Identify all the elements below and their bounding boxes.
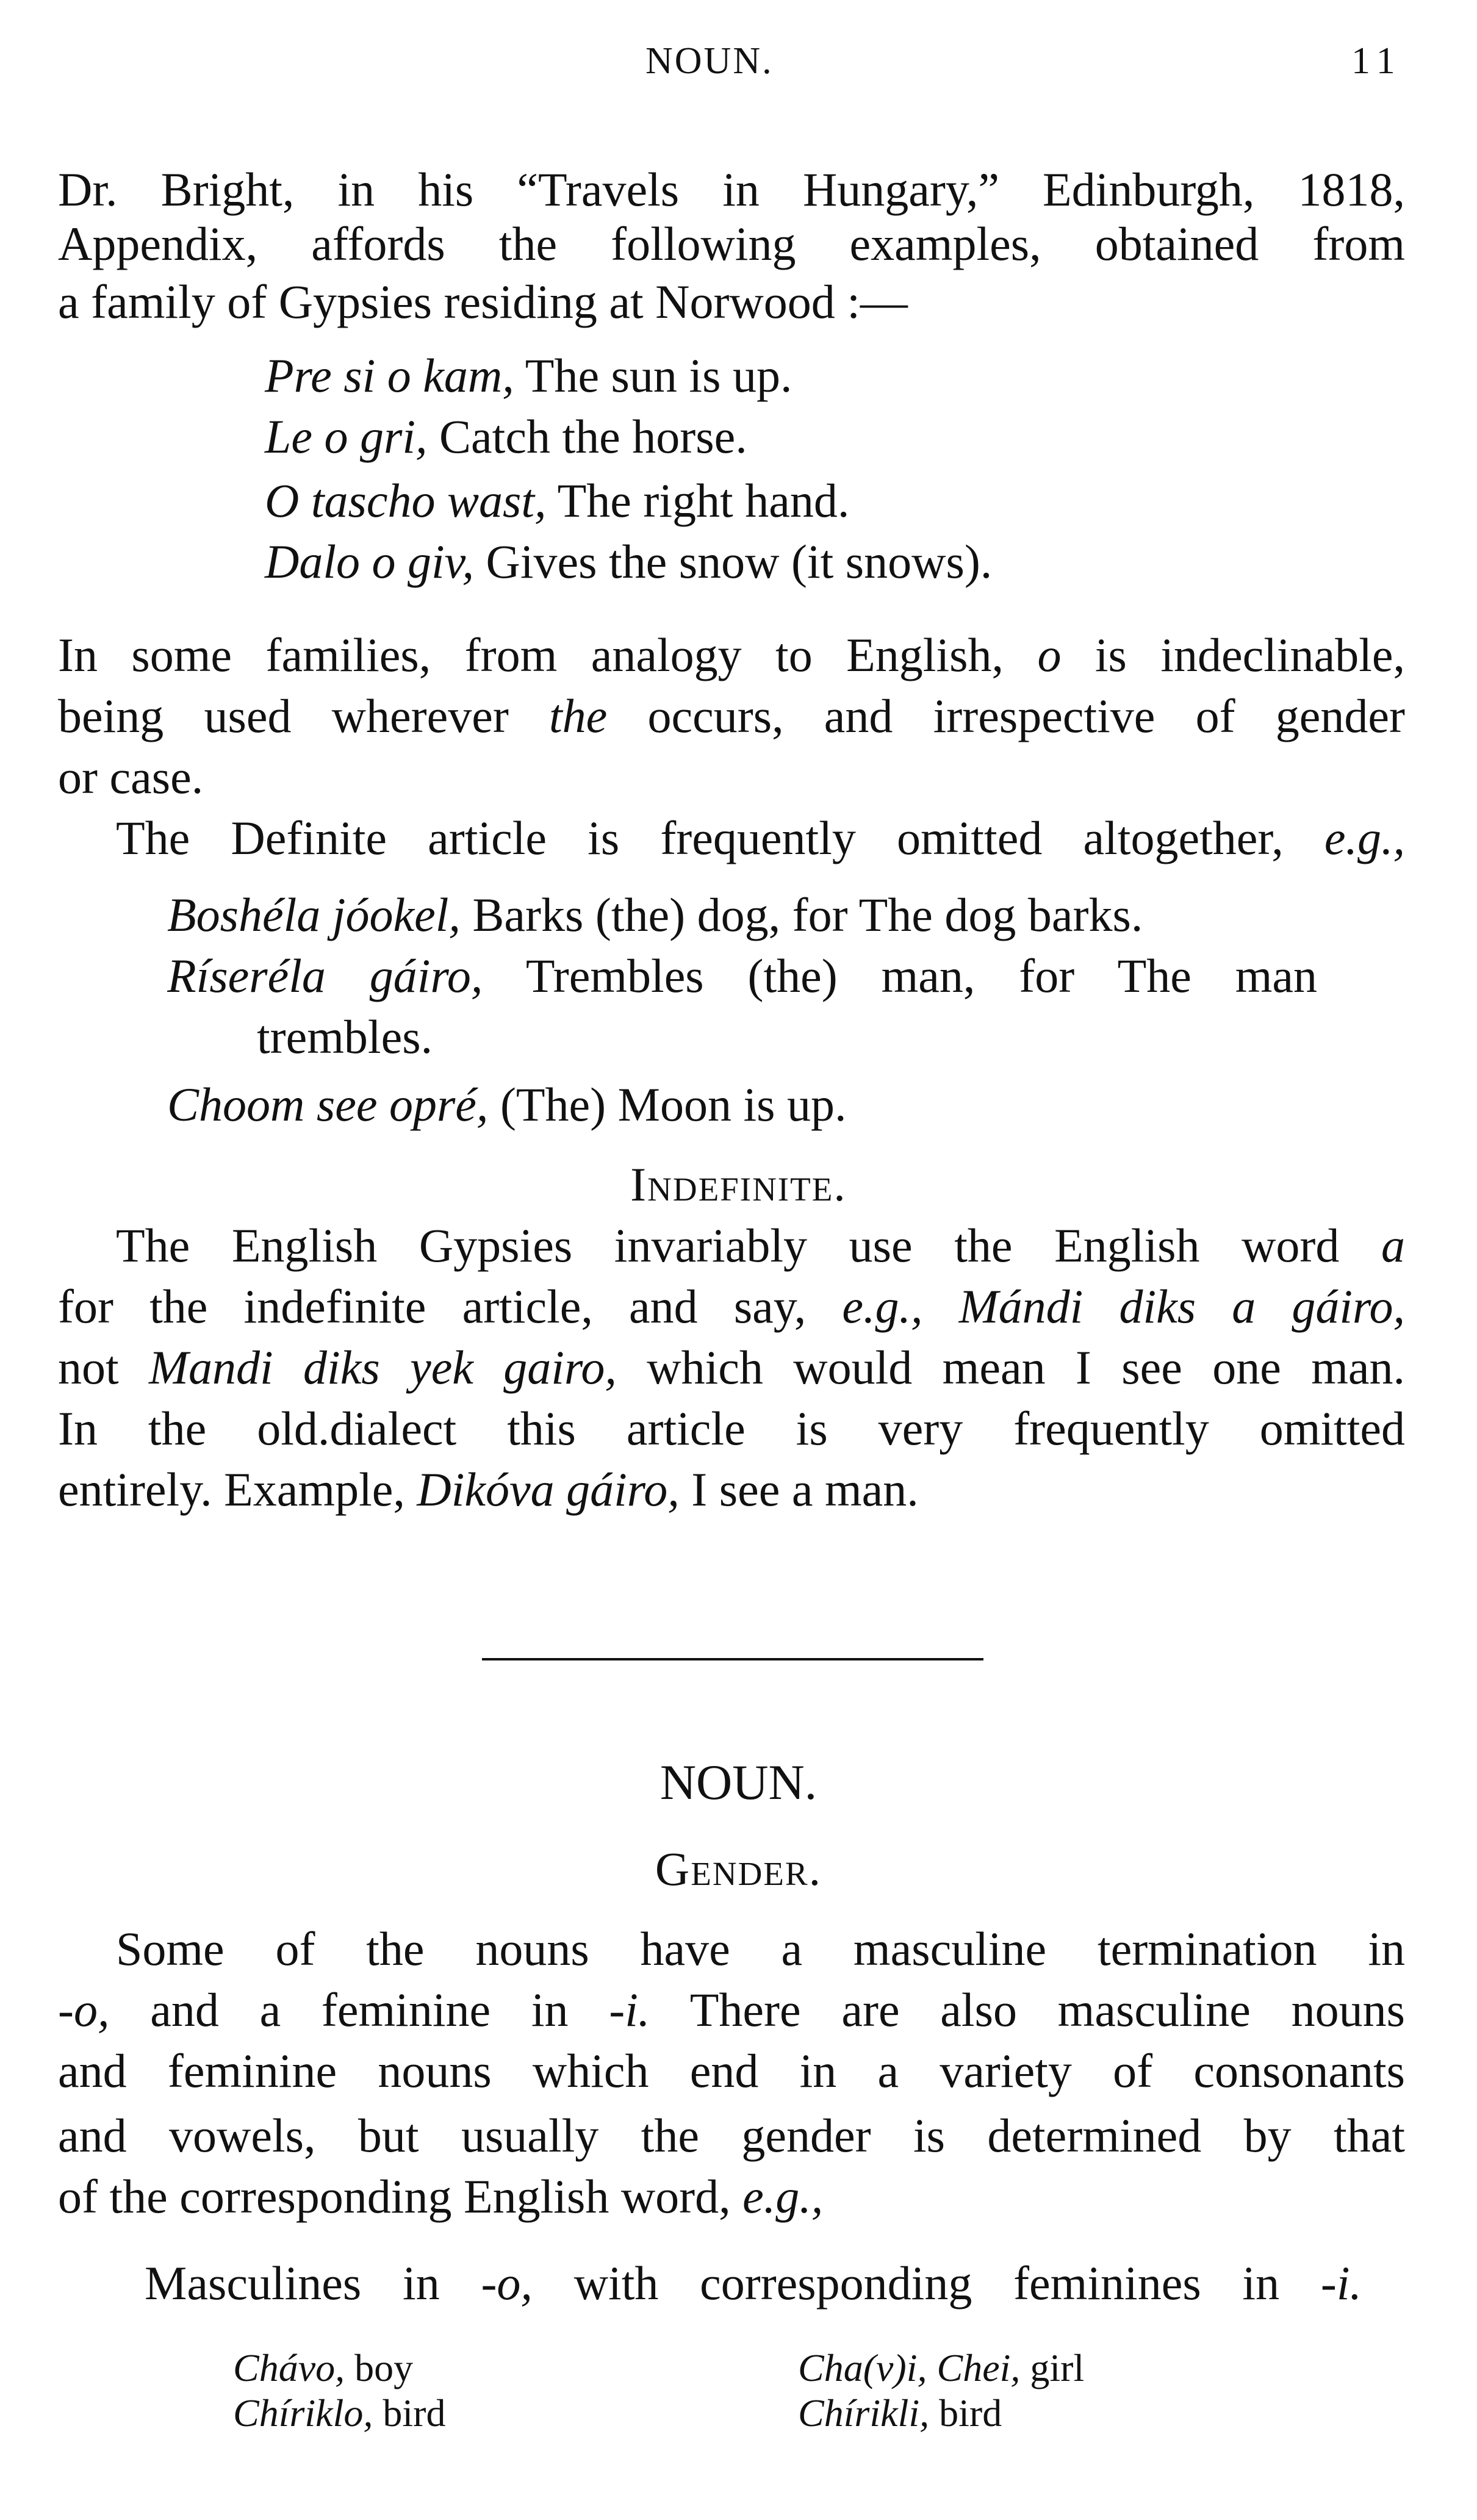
text-run: Gives the snow (it snows). [474,535,993,588]
paragraph-line [58,159,1405,220]
word-pair-masculine [233,2389,445,2438]
paragraph-line [58,1459,919,1520]
paragraph-line [116,1919,1405,1980]
text-run: (The) Moon is up. [488,1078,847,1131]
italic-term: o [1037,628,1062,681]
paragraph-line [58,1276,1405,1337]
text-run: bird [929,2391,1002,2435]
word-pair-feminine [798,2389,1002,2438]
italic-term: O tascho wast, [265,474,547,527]
italic-term: Cha(v)i, Chei, [798,2346,1021,2389]
text-run: Appendix, affords the following examples, obtained from [58,217,1405,270]
italic-term: Choom see opré, [167,1078,489,1131]
text-run: not [58,1341,149,1394]
text-run: Indefinite. [630,1158,847,1211]
italic-term: Chíriklo, [233,2391,373,2435]
text-run: girl [1020,2346,1085,2389]
word-pair-masculine [233,2344,413,2393]
text-run: and vowels, but usually the gender is determined by that [58,2109,1405,2162]
text-run: which would mean I see one man. [616,1341,1405,1394]
text-run: The Definite article is frequently omitted altogether, [116,811,1324,864]
paragraph-line [58,1398,1405,1459]
text-run: Catch the horse. [427,410,747,463]
italic-term: e.g., [1324,811,1405,864]
text-run: is indeclinable, [1061,628,1405,681]
text-run: occurs, and irrespective of gender [607,689,1405,742]
page-number: 11 [1351,40,1403,82]
text-run: NOUN. [659,1754,818,1810]
example-line [167,1074,847,1135]
text-run: being used wherever [58,689,550,742]
italic-term: Chírikli, [798,2391,930,2435]
italic-term: e.g., Mándi diks a gáiro, [842,1280,1405,1333]
chapter-heading-noun [0,1752,1477,1813]
italic-term: Le o gri, [265,410,428,463]
italic-term: Ríseréla gáiro, [167,949,483,1002]
text-run: Some of the nouns have a masculine termination in [116,1922,1405,1975]
italic-term: Boshéla jóokel, [167,888,461,941]
paragraph-line [58,747,203,808]
italic-term: Mandi diks yek gairo, [149,1341,617,1394]
example-line [257,1007,433,1068]
italic-term: e.g., [742,2170,824,2223]
paragraph-line [58,686,1405,747]
text-run: bird [373,2391,446,2435]
italic-term: -o, [481,2256,533,2310]
text-run: and feminine nouns which end in a variety of consonants [58,2044,1405,2097]
italic-term: Chávo, [233,2346,345,2389]
word-pair-feminine [798,2344,1084,2393]
text-run: and a feminine in [109,1983,609,2036]
paragraph-line [58,214,1405,275]
paragraph-line [58,271,908,332]
example-line [167,946,1317,1007]
paragraph-line [58,2105,1405,2166]
text-run: There are also masculine nouns [650,1983,1405,2036]
text-run: In some families, from analogy to English, [58,628,1038,681]
paragraph-line [58,1337,1405,1398]
paragraph-line [116,808,1405,869]
section-heading-indefinite [0,1154,1477,1215]
section-heading-gender [0,1839,1477,1900]
italic-term: Dikóva gáiro, [417,1463,680,1516]
italic-term: a [1381,1219,1405,1272]
example-line [265,345,792,406]
italic-term: -o, [58,1983,110,2036]
text-run: The right hand. [546,474,850,527]
text-run: for the indefinite article, and say, [58,1280,843,1333]
text-run: Masculines in [145,2256,481,2310]
italic-term: the [549,689,608,742]
paragraph-line [58,1980,1405,2041]
text-run: or case. [58,750,204,803]
text-run: entirely. Example, [58,1463,417,1516]
text-run: I see a man. [679,1463,919,1516]
text-run: Dr. Bright, in his “Travels in Hungary,” Edinburgh, 1818, [58,163,1405,216]
text-run: Gender. [655,1842,822,1895]
example-line [265,406,747,467]
example-line [265,531,992,592]
paragraph-line [116,1215,1405,1276]
text-run: trembles. [257,1010,433,1063]
paragraph-line [58,2041,1405,2102]
text-run: boy [345,2346,414,2389]
text-run: The sun is up. [514,349,792,402]
text-run: In the old.dialect this article is very frequently omitted [58,1402,1405,1455]
paragraph-line [58,625,1405,686]
example-line [167,885,1143,946]
text-run: a family of Gypsies residing at Norwood :— [58,275,908,328]
example-line [265,470,849,531]
text-run: Trembles (the) man, for The man [483,949,1317,1002]
text-run: The English Gypsies invariably use the English word [116,1219,1381,1272]
paragraph-line [58,2166,823,2227]
italic-term: Dalo o giv, [265,535,475,588]
italic-term: Pre si o kam, [265,349,514,402]
text-run: with corresponding feminines in [532,2256,1321,2310]
table-caption [145,2253,1362,2314]
text-run: Barks (the) dog, for The dog barks. [460,888,1143,941]
italic-term: -i. [609,1983,650,2036]
section-divider [482,1658,983,1660]
italic-term: -i. [1320,2256,1362,2310]
running-head: NOUN. [645,40,774,82]
text-run: of the corresponding English word, [58,2170,743,2223]
